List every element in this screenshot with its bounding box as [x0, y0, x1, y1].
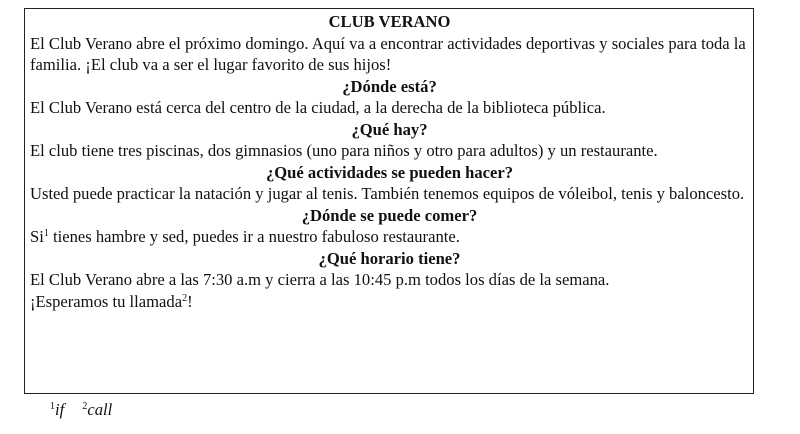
footnotes	[50, 399, 126, 421]
closing-text-start: ¡Esperamos tu llamada	[30, 291, 183, 311]
section-heading-location: ¿Dónde está?	[342, 76, 437, 96]
footnote-2	[82, 400, 112, 419]
section-text-dining	[30, 226, 749, 248]
footnote-1-text: if	[55, 400, 65, 419]
dining-text-start: Si	[30, 227, 44, 246]
footnote-2-marker: 2	[82, 401, 88, 412]
dining-text-end: tienes hambre y sed, puedes ir a nuestro fabuloso restaurante.	[48, 227, 460, 246]
document-box	[24, 8, 754, 394]
section-text-facilities: El club tiene tres piscinas, dos gimnasios (uno para niños y otro para adultos) y un restaurante.	[30, 141, 658, 160]
closing-line	[30, 291, 749, 313]
section-heading-activities: ¿Qué actividades se pueden hacer?	[265, 162, 514, 182]
footnote-1	[50, 400, 64, 419]
section-text-hours: El Club Verano abre a las 7:30 a.m y cierra a las 10:45 p.m todos los días de la semana.	[30, 270, 610, 289]
section-heading-hours: ¿Qué horario tiene?	[318, 248, 461, 268]
footnote-marker-2: 2	[182, 292, 188, 304]
section-heading-dining: ¿Dónde se puede comer?	[301, 205, 478, 225]
footnote-1-marker: 1	[50, 401, 55, 412]
footnote-2-text: call	[87, 400, 113, 419]
closing-text-end: !	[187, 291, 193, 311]
document-title: CLUB VERANO	[328, 12, 451, 31]
intro-paragraph: El Club Verano abre el próximo domingo. Aquí va a encontrar actividades deportivas y sociales para toda la familia. ¡El club va a ser el lugar favorito de sus hijos!	[30, 33, 746, 74]
footnote-marker-1: 1	[43, 228, 49, 239]
section-text-activities: Usted puede practicar la natación y jugar al tenis. También tenemos equipos de vóleibol, tenis y baloncesto.	[30, 184, 745, 203]
section-text-location: El Club Verano está cerca del centro de la ciudad, a la derecha de la biblioteca pública.	[30, 98, 606, 117]
section-heading-facilities: ¿Qué hay?	[351, 119, 428, 139]
